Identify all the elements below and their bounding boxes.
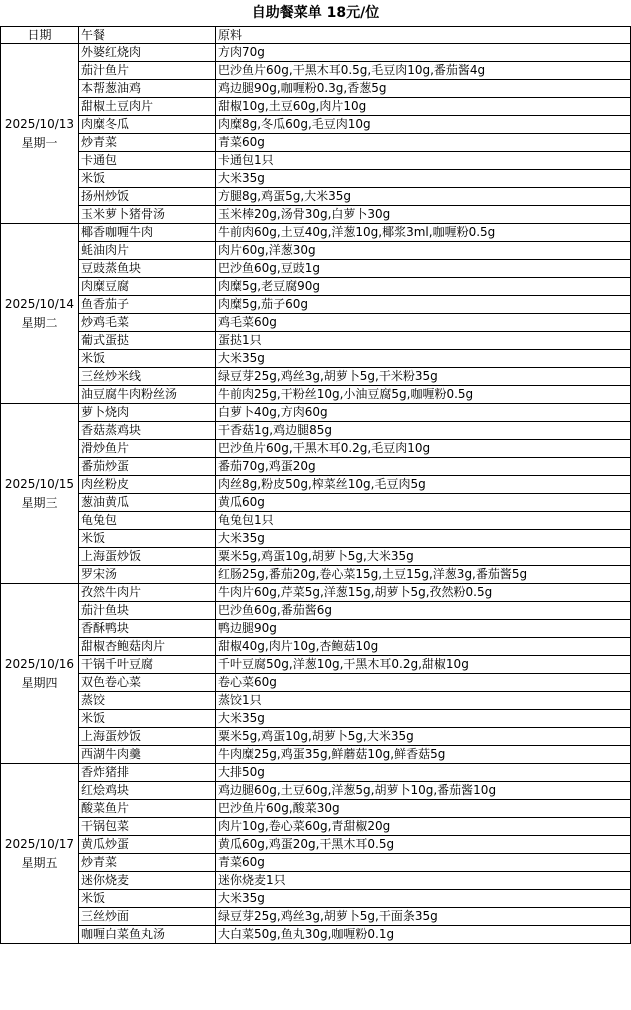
day-weekday: 星期二 (21, 315, 58, 330)
table-row (1, 530, 631, 548)
dish-ingredients: 牛肉糜25g,鸡蛋35g,鲜蘑菇10g,鲜香菇5g (216, 746, 631, 764)
table-row (1, 296, 631, 314)
day-date: 2025/10/16 (4, 656, 75, 671)
dish-ingredients: 巴沙鱼60g,豆豉1g (216, 260, 631, 278)
dish-name: 蚝油肉片 (79, 242, 216, 260)
table-row (1, 656, 631, 674)
dish-name: 油豆腐牛肉粉丝汤 (79, 386, 216, 404)
dish-ingredients: 青菜60g (216, 134, 631, 152)
dish-ingredients: 迷你烧麦1只 (216, 872, 631, 890)
table-row (1, 332, 631, 350)
day-date-cell (1, 584, 79, 764)
dish-ingredients: 巴沙鱼60g,番茄酱6g (216, 602, 631, 620)
table-row (1, 692, 631, 710)
day-date: 2025/10/15 (4, 476, 75, 491)
dish-ingredients: 巴沙鱼片60g,干黑木耳0.2g,毛豆肉10g (216, 440, 631, 458)
dish-name: 迷你烧麦 (79, 872, 216, 890)
dish-name: 茄汁鱼片 (79, 62, 216, 80)
table-row (1, 260, 631, 278)
header-ingredients: 原料 (216, 27, 631, 44)
dish-name: 上海蛋炒饭 (79, 548, 216, 566)
day-weekday: 星期一 (21, 135, 58, 150)
dish-name: 萝卜烧肉 (79, 404, 216, 422)
dish-ingredients: 黄瓜60g (216, 494, 631, 512)
table-row (1, 566, 631, 584)
dish-ingredients: 龟兔包1只 (216, 512, 631, 530)
dish-ingredients: 大米35g (216, 350, 631, 368)
menu-table-body (1, 27, 631, 944)
dish-ingredients: 牛前肉25g,干粉丝10g,小油豆腐5g,咖喱粉0.5g (216, 386, 631, 404)
dish-ingredients: 方腿8g,鸡蛋5g,大米35g (216, 188, 631, 206)
table-row (1, 638, 631, 656)
day-date: 2025/10/17 (4, 836, 75, 851)
dish-name: 鱼香茄子 (79, 296, 216, 314)
table-row (1, 458, 631, 476)
dish-name: 甜椒土豆肉片 (79, 98, 216, 116)
day-date-cell (1, 764, 79, 944)
dish-name: 本帮葱油鸡 (79, 80, 216, 98)
day-date-cell (1, 224, 79, 404)
dish-ingredients: 肉丝8g,粉皮50g,榨菜丝10g,毛豆肉5g (216, 476, 631, 494)
dish-name: 米饭 (79, 890, 216, 908)
table-row (1, 422, 631, 440)
dish-ingredients: 黄瓜60g,鸡蛋20g,干黑木耳0.5g (216, 836, 631, 854)
dish-ingredients: 甜椒10g,土豆60g,肉片10g (216, 98, 631, 116)
dish-name: 上海蛋炒饭 (79, 728, 216, 746)
dish-ingredients: 绿豆芽25g,鸡丝3g,胡萝卜5g,干面条35g (216, 908, 631, 926)
dish-ingredients: 大米35g (216, 710, 631, 728)
table-row (1, 350, 631, 368)
table-row (1, 494, 631, 512)
table-row (1, 818, 631, 836)
dish-ingredients: 肉片60g,洋葱30g (216, 242, 631, 260)
dish-ingredients: 肉糜8g,冬瓜60g,毛豆肉10g (216, 116, 631, 134)
table-row (1, 440, 631, 458)
table-row (1, 224, 631, 242)
dish-name: 肉丝粉皮 (79, 476, 216, 494)
dish-name: 双色卷心菜 (79, 674, 216, 692)
day-date: 2025/10/14 (4, 296, 75, 311)
dish-ingredients: 大白菜50g,鱼丸30g,咖喱粉0.1g (216, 926, 631, 944)
header-date: 日期 (1, 27, 79, 44)
dish-ingredients: 肉片10g,卷心菜60g,青甜椒20g (216, 818, 631, 836)
dish-name: 咖喱白菜鱼丸汤 (79, 926, 216, 944)
dish-ingredients: 巴沙鱼片60g,干黑木耳0.5g,毛豆肉10g,番茄酱4g (216, 62, 631, 80)
table-row (1, 800, 631, 818)
dish-name: 扬州炒饭 (79, 188, 216, 206)
table-row (1, 368, 631, 386)
dish-name: 龟兔包 (79, 512, 216, 530)
dish-ingredients: 大米35g (216, 530, 631, 548)
dish-ingredients: 巴沙鱼片60g,酸菜30g (216, 800, 631, 818)
day-date: 2025/10/13 (4, 116, 75, 131)
dish-ingredients: 蒸饺1只 (216, 692, 631, 710)
day-weekday: 星期五 (21, 855, 58, 870)
dish-name: 滑炒鱼片 (79, 440, 216, 458)
table-row (1, 782, 631, 800)
dish-name: 炒青菜 (79, 134, 216, 152)
dish-name: 甜椒杏鲍菇肉片 (79, 638, 216, 656)
dish-ingredients: 鸡边腿90g,咖喱粉0.3g,香葱5g (216, 80, 631, 98)
dish-name: 炒鸡毛菜 (79, 314, 216, 332)
menu-table (0, 26, 631, 944)
dish-ingredients: 千叶豆腐50g,洋葱10g,干黑木耳0.2g,甜椒10g (216, 656, 631, 674)
table-row (1, 512, 631, 530)
dish-name: 干锅包菜 (79, 818, 216, 836)
dish-ingredients: 鸭边腿90g (216, 620, 631, 638)
table-row (1, 854, 631, 872)
dish-name: 茄汁鱼块 (79, 602, 216, 620)
table-row (1, 242, 631, 260)
dish-name: 罗宋汤 (79, 566, 216, 584)
table-row (1, 278, 631, 296)
day-date-cell (1, 404, 79, 584)
dish-ingredients: 红肠25g,番茄20g,卷心菜15g,土豆15g,洋葱3g,番茄酱5g (216, 566, 631, 584)
dish-ingredients: 干香菇1g,鸡边腿85g (216, 422, 631, 440)
table-row (1, 764, 631, 782)
table-row (1, 548, 631, 566)
dish-name: 酸菜鱼片 (79, 800, 216, 818)
dish-name: 椰香咖喱牛肉 (79, 224, 216, 242)
dish-ingredients: 粟米5g,鸡蛋10g,胡萝卜5g,大米35g (216, 728, 631, 746)
table-row (1, 584, 631, 602)
dish-ingredients: 卡通包1只 (216, 152, 631, 170)
dish-name: 香炸猪排 (79, 764, 216, 782)
table-row (1, 710, 631, 728)
dish-ingredients: 牛肉片60g,芹菜5g,洋葱15g,胡萝卜5g,孜然粉0.5g (216, 584, 631, 602)
dish-ingredients: 鸡边腿60g,土豆60g,洋葱5g,胡萝卜10g,番茄酱10g (216, 782, 631, 800)
dish-name: 三丝炒米线 (79, 368, 216, 386)
dish-name: 米饭 (79, 170, 216, 188)
dish-name: 卡通包 (79, 152, 216, 170)
dish-ingredients: 大排50g (216, 764, 631, 782)
dish-name: 肉糜豆腐 (79, 278, 216, 296)
dish-ingredients: 肉糜5g,茄子60g (216, 296, 631, 314)
table-row (1, 386, 631, 404)
dish-ingredients: 大米35g (216, 890, 631, 908)
table-row (1, 836, 631, 854)
day-date-cell (1, 44, 79, 224)
dish-name: 黄瓜炒蛋 (79, 836, 216, 854)
dish-name: 米饭 (79, 710, 216, 728)
table-row (1, 44, 631, 62)
dish-ingredients: 玉米棒20g,汤骨30g,白萝卜30g (216, 206, 631, 224)
dish-ingredients: 牛前肉60g,土豆40g,洋葱10g,椰浆3ml,咖喱粉0.5g (216, 224, 631, 242)
dish-ingredients: 绿豆芽25g,鸡丝3g,胡萝卜5g,干米粉35g (216, 368, 631, 386)
dish-name: 干锅千叶豆腐 (79, 656, 216, 674)
table-row (1, 602, 631, 620)
table-row (1, 116, 631, 134)
dish-name: 肉糜冬瓜 (79, 116, 216, 134)
table-row (1, 476, 631, 494)
dish-name: 蒸饺 (79, 692, 216, 710)
dish-ingredients: 白萝卜40g,方肉60g (216, 404, 631, 422)
table-row (1, 404, 631, 422)
table-row (1, 890, 631, 908)
dish-ingredients: 肉糜5g,老豆腐90g (216, 278, 631, 296)
table-row (1, 908, 631, 926)
table-row (1, 872, 631, 890)
dish-name: 香酥鸭块 (79, 620, 216, 638)
dish-ingredients: 大米35g (216, 170, 631, 188)
dish-ingredients: 方肉70g (216, 44, 631, 62)
dish-name: 炒青菜 (79, 854, 216, 872)
day-weekday: 星期四 (21, 675, 58, 690)
table-row (1, 746, 631, 764)
table-row (1, 188, 631, 206)
table-row (1, 152, 631, 170)
dish-name: 米饭 (79, 350, 216, 368)
dish-name: 豆豉蒸鱼块 (79, 260, 216, 278)
day-weekday: 星期三 (21, 495, 58, 510)
dish-name: 香菇蒸鸡块 (79, 422, 216, 440)
dish-ingredients: 鸡毛菜60g (216, 314, 631, 332)
header-row (1, 27, 631, 44)
dish-name: 葡式蛋挞 (79, 332, 216, 350)
table-row (1, 926, 631, 944)
header-lunch: 午餐 (79, 27, 216, 44)
dish-name: 番茄炒蛋 (79, 458, 216, 476)
table-row (1, 80, 631, 98)
dish-name: 红烩鸡块 (79, 782, 216, 800)
dish-name: 三丝炒面 (79, 908, 216, 926)
dish-name: 米饭 (79, 530, 216, 548)
table-row (1, 620, 631, 638)
dish-ingredients: 番茄70g,鸡蛋20g (216, 458, 631, 476)
dish-name: 孜然牛肉片 (79, 584, 216, 602)
dish-name: 玉米萝卜猪骨汤 (79, 206, 216, 224)
table-row (1, 170, 631, 188)
dish-ingredients: 蛋挞1只 (216, 332, 631, 350)
dish-name: 西湖牛肉羹 (79, 746, 216, 764)
dish-name: 外婆红烧肉 (79, 44, 216, 62)
dish-name: 葱油黄瓜 (79, 494, 216, 512)
dish-ingredients: 卷心菜60g (216, 674, 631, 692)
table-row (1, 62, 631, 80)
dish-ingredients: 粟米5g,鸡蛋10g,胡萝卜5g,大米35g (216, 548, 631, 566)
dish-ingredients: 甜椒40g,肉片10g,杏鲍菇10g (216, 638, 631, 656)
page-title: 自助餐菜单 18元/位 (251, 5, 380, 21)
table-row (1, 674, 631, 692)
table-row (1, 314, 631, 332)
table-row (1, 134, 631, 152)
table-row (1, 728, 631, 746)
table-row (1, 206, 631, 224)
dish-ingredients: 青菜60g (216, 854, 631, 872)
table-row (1, 98, 631, 116)
